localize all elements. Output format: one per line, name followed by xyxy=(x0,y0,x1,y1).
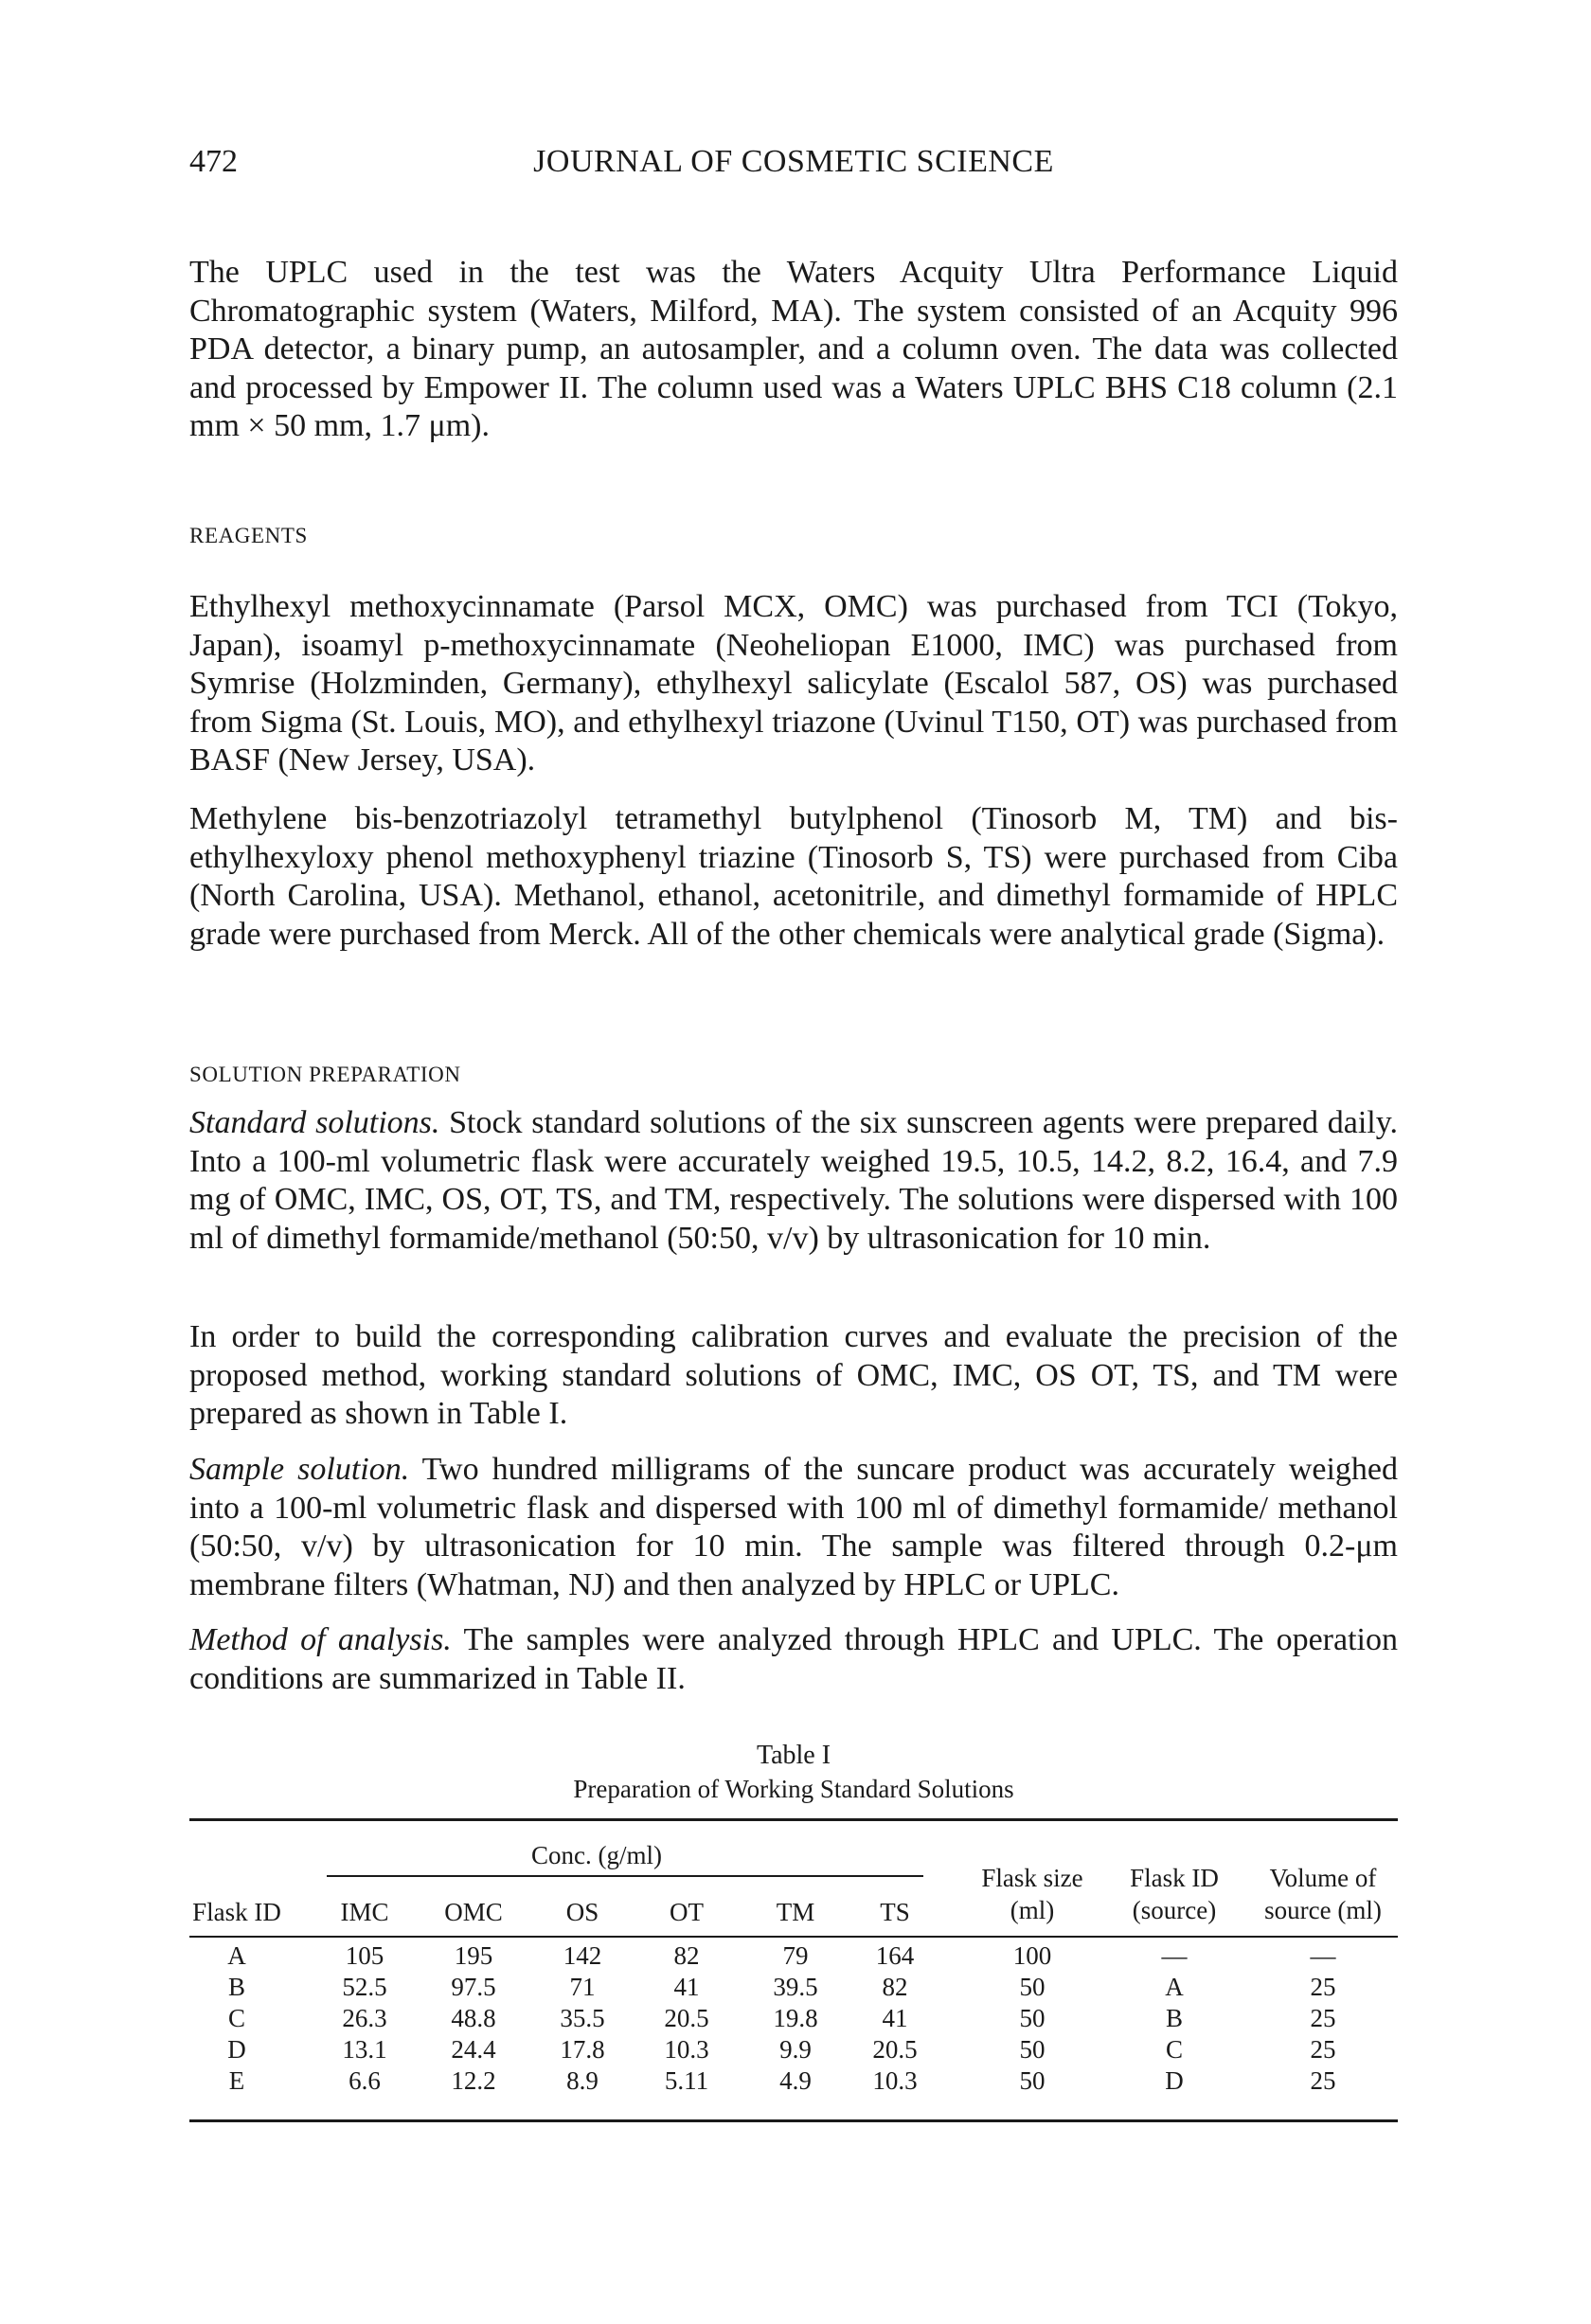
standard-solutions-heading: Standard solutions. xyxy=(189,1105,440,1140)
cell-volume-source: 25 xyxy=(1310,2035,1336,2064)
cell-ts: 20.5 xyxy=(872,2035,918,2064)
cell-ts: 82 xyxy=(882,1973,908,2001)
page-number: 472 xyxy=(189,144,238,179)
method-analysis-heading: Method of analysis. xyxy=(189,1622,452,1657)
standard-solutions-paragraph xyxy=(189,1104,1398,1258)
cell-ot: 41 xyxy=(673,1973,700,2001)
cell-tm: 79 xyxy=(782,1941,809,1970)
cell-flask-id-source: B xyxy=(1165,2004,1183,2032)
cell-flask-id-source: C xyxy=(1165,2035,1183,2064)
cell-omc: 195 xyxy=(454,1941,493,1970)
cell-os: 71 xyxy=(569,1973,596,2001)
cell-omc: 48.8 xyxy=(451,2004,496,2032)
cell-os: 35.5 xyxy=(560,2004,605,2032)
calibration-paragraph: In order to build the corresponding calibration curves and evaluate the precision of the proposed method, working standard solutions of OMC, IMC, OS OT, TS, and TM were prepared as shown in Table I. xyxy=(189,1319,1398,1432)
cell-omc: 24.4 xyxy=(451,2035,496,2064)
col-header-os: OS xyxy=(565,1898,599,1926)
cell-tm: 4.9 xyxy=(779,2066,812,2095)
cell-flask-size: 100 xyxy=(1012,1941,1052,1970)
reagents-paragraph-2: Methylene bis-benzotriazolyl tetramethyl butylphenol (Tinosorb M, TM) and bis-ethylhexyloxy phenol methoxyphenyl triazine (Tinosorb S, TS) were purchased from Ciba (North Carolina, USA). Methanol, ethanol, acetonitrile, and dimethyl formamide of HPLC grade were purchased from Merck. All of the other chemicals were analytical grade (Sigma). xyxy=(189,801,1398,952)
cell-flask-size: 50 xyxy=(1019,1973,1046,2001)
col-header-ts: TS xyxy=(880,1898,910,1926)
cell-ot: 82 xyxy=(673,1941,700,1970)
cell-flask-id: C xyxy=(227,2004,245,2032)
reagents-paragraph-1: Ethylhexyl methoxycinnamate (Parsol MCX, OMC) was purchased from TCI (Tokyo, Japan), isoamyl p-methoxycinnamate (Neoheliopan E1000, IMC) was purchased from Symrise (Holzminden, Germany), ethylhexyl salicylate (Escalol 587, OS) was purchased from Sigma (St. Louis, MO), and ethylhexyl triazone (Uvinul T150, OT) was purchased from BASF (New Jersey, USA). xyxy=(189,589,1398,778)
conc-group-rule xyxy=(327,1875,923,1877)
col-header-ot: OT xyxy=(670,1898,704,1926)
cell-ts: 10.3 xyxy=(872,2066,918,2095)
cell-flask-id: B xyxy=(227,1973,245,2001)
running-header xyxy=(189,144,1398,191)
table-bottom-rule xyxy=(189,2119,1398,2122)
col-header-flask-size: Flask size (ml) xyxy=(981,1864,1083,1924)
cell-ot: 10.3 xyxy=(664,2035,709,2064)
cell-volume-source: 25 xyxy=(1310,2066,1336,2095)
cell-flask-id: E xyxy=(228,2066,245,2095)
cell-flask-size: 50 xyxy=(1019,2066,1046,2095)
cell-ts: 41 xyxy=(882,2004,908,2032)
cell-volume-source: — xyxy=(1310,1941,1336,1970)
table-title: Table I xyxy=(756,1741,831,1770)
cell-imc: 13.1 xyxy=(342,2035,387,2064)
col-header-flask-id: Flask ID xyxy=(192,1898,281,1926)
cell-tm: 9.9 xyxy=(779,2035,812,2064)
cell-imc: 105 xyxy=(345,1941,384,1970)
table-header-rule xyxy=(189,1936,1398,1938)
cell-flask-id: A xyxy=(227,1941,246,1970)
cell-omc: 97.5 xyxy=(451,1973,496,2001)
col-header-volume-source: Volume of source (ml) xyxy=(1264,1864,1382,1924)
solution-preparation-heading: SOLUTION PREPARATION xyxy=(189,1063,461,1086)
col-header-imc: IMC xyxy=(340,1898,389,1926)
table-subtitle: Preparation of Working Standard Solutions xyxy=(573,1775,1014,1803)
cell-os: 142 xyxy=(563,1941,602,1970)
cell-ot: 20.5 xyxy=(664,2004,709,2032)
method-analysis-paragraph xyxy=(189,1621,1398,1698)
cell-flask-size: 50 xyxy=(1019,2035,1046,2064)
sample-solution-heading: Sample solution. xyxy=(189,1452,410,1487)
cell-flask-id-source: — xyxy=(1161,1941,1188,1970)
cell-tm: 19.8 xyxy=(773,2004,818,2032)
sample-solution-paragraph xyxy=(189,1451,1398,1604)
cell-os: 8.9 xyxy=(566,2066,599,2095)
cell-ot: 5.11 xyxy=(664,2066,709,2095)
cell-os: 17.8 xyxy=(560,2035,605,2064)
standard-solutions-text: Stock standard solutions of the six sunscreen agents were prepared daily. Into a 100-ml volumetric flask were accurately weighed 19.5, 10.5, 14.2, 8.2, 16.4, and 7.9 mg of OMC, IMC, OS, OT, TS, and TM, respectively. The solutions were dispersed with 100 ml of dimethyl formamide/methanol (50:50, v/v) by ultrasonication for 10 min. xyxy=(189,1105,1399,1256)
cell-flask-id-source: A xyxy=(1165,1973,1184,2001)
cell-flask-id: D xyxy=(227,2035,246,2064)
intro-paragraph: The UPLC used in the test was the Waters Acquity Ultra Performance Liquid Chromatographic system (Waters, Milford, MA). The system consisted of an Acquity 996 PDA detector, a binary pump, an autosampler, and a column oven. The data was collected and processed by Empower II. The column used was a Waters UPLC BHS C18 column (2.1 mm × 50 mm, 1.7 μm). xyxy=(189,255,1398,444)
journal-title: JOURNAL OF COSMETIC SCIENCE xyxy=(533,144,1054,179)
cell-volume-source: 25 xyxy=(1310,1973,1336,2001)
reagents-heading: REAGENTS xyxy=(189,524,308,547)
cell-omc: 12.2 xyxy=(451,2066,496,2095)
table-top-rule xyxy=(189,1818,1398,1821)
col-header-omc: OMC xyxy=(444,1898,503,1926)
cell-ts: 164 xyxy=(875,1941,915,1970)
cell-tm: 39.5 xyxy=(773,1973,818,2001)
cell-imc: 6.6 xyxy=(349,2066,381,2095)
col-header-tm: TM xyxy=(776,1898,815,1926)
sample-solution-text: Two hundred milligrams of the suncare product was accurately weighed into a 100-ml volumetric flask and dispersed with 100 ml of dimethyl formamide/ methanol (50:50, v/v) by ultrasonication for 10 min. The sample was filtered through 0.2-μm membrane filters (Whatman, NJ) and then analyzed by HPLC or UPLC. xyxy=(189,1452,1398,1602)
cell-volume-source: 25 xyxy=(1310,2004,1336,2032)
col-header-flask-id-source: Flask ID (source) xyxy=(1130,1864,1219,1924)
cell-imc: 26.3 xyxy=(342,2004,387,2032)
conc-group-header: Conc. (g/ml) xyxy=(531,1841,662,1869)
cell-flask-id-source: D xyxy=(1165,2066,1184,2095)
cell-imc: 52.5 xyxy=(342,1973,387,2001)
cell-flask-size: 50 xyxy=(1019,2004,1046,2032)
method-analysis-text: The samples were analyzed through HPLC and UPLC. The operation conditions are summarized in Table II. xyxy=(189,1622,1398,1696)
